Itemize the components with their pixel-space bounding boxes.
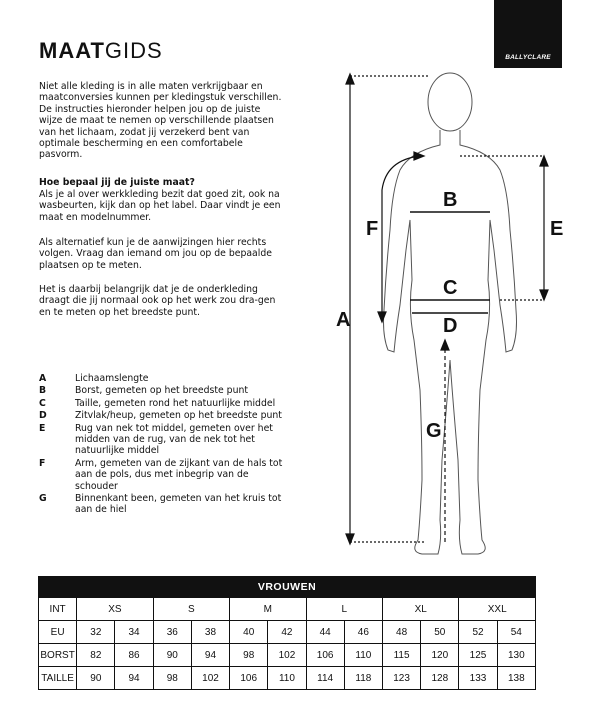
row-label-taille: TAILLE bbox=[39, 667, 77, 690]
legend-text: Lichaamslengte bbox=[75, 373, 149, 384]
table-cell: 38 bbox=[191, 621, 229, 644]
table-cell: 118 bbox=[344, 667, 382, 690]
table-cell: 48 bbox=[382, 621, 420, 644]
size-xl: XL bbox=[382, 598, 458, 621]
measure-g-line bbox=[441, 340, 449, 542]
legend-item bbox=[39, 410, 289, 421]
table-cell: 120 bbox=[421, 644, 459, 667]
table-cell: 86 bbox=[115, 644, 153, 667]
measure-a-line bbox=[346, 74, 430, 544]
table-cell: 98 bbox=[153, 667, 191, 690]
legend-text: Rug van nek tot middel, gemeten over het midden van de rug, van de nek tot het natuurlijke middel bbox=[75, 422, 273, 457]
label-a: A bbox=[336, 309, 351, 331]
table-cell: 34 bbox=[115, 621, 153, 644]
table-cell: 90 bbox=[77, 667, 115, 690]
table-cell: 44 bbox=[306, 621, 344, 644]
legend-text: Borst, gemeten op het breedste punt bbox=[75, 385, 249, 397]
legend-key: G bbox=[39, 493, 47, 505]
label-f: F bbox=[366, 218, 379, 240]
table-cell: 110 bbox=[344, 644, 382, 667]
table-cell: 102 bbox=[191, 667, 229, 690]
table-cell: 133 bbox=[459, 667, 497, 690]
table-cell: 50 bbox=[421, 621, 459, 644]
table-cell: 32 bbox=[77, 621, 115, 644]
howto-heading-text: Hoe bepaal jij de juiste maat? bbox=[39, 177, 195, 188]
table-row bbox=[39, 598, 536, 621]
table-cell: 90 bbox=[153, 644, 191, 667]
table-cell: 106 bbox=[306, 644, 344, 667]
legend-text: Zitvlak/heup, gemeten op het breedste punt bbox=[75, 410, 282, 422]
howto-p3: Het is daarbij belangrijk dat je de onderkleding draagt die jij normaal ook op het werk zou dra-gen en te meten op het breedste punt. bbox=[39, 284, 276, 318]
label-d: D bbox=[443, 315, 458, 337]
size-s: S bbox=[153, 598, 229, 621]
label-g: G bbox=[426, 420, 442, 442]
table-cell: 106 bbox=[230, 667, 268, 690]
row-label-int: INT bbox=[39, 598, 77, 621]
table-cell: 54 bbox=[497, 621, 535, 644]
table-cell: 128 bbox=[421, 667, 459, 690]
size-l: L bbox=[306, 598, 382, 621]
table-cell: 138 bbox=[497, 667, 535, 690]
size-xxl: XXL bbox=[459, 598, 536, 621]
table-cell: 115 bbox=[382, 644, 420, 667]
legend-item bbox=[39, 493, 289, 516]
table-cell: 102 bbox=[268, 644, 306, 667]
size-table bbox=[38, 576, 536, 690]
legend-item bbox=[39, 423, 289, 457]
legend-key: E bbox=[39, 422, 46, 434]
howto-p1: Als je al over werkkleding bezit dat goed zit, ook na wasbeurten, kijk dan op het label. Daar vindt je een maat en modelnummer. bbox=[39, 189, 281, 223]
label-b: B bbox=[443, 189, 458, 211]
title-light: GIDS bbox=[104, 38, 163, 63]
row-label-eu: EU bbox=[39, 621, 77, 644]
table-cell: 52 bbox=[459, 621, 497, 644]
legend-text: Taille, gemeten rond het natuurlijke middel bbox=[75, 397, 276, 409]
legend-key: C bbox=[39, 397, 46, 409]
legend-text: Arm, gemeten van de zijkant van de hals tot aan de pols, dus met inbegrip van de schouder bbox=[75, 457, 283, 492]
table-cell: 94 bbox=[191, 644, 229, 667]
brand-logo bbox=[494, 0, 562, 68]
legend-key: F bbox=[39, 457, 46, 469]
table-title: VROUWEN bbox=[39, 577, 536, 598]
label-c: C bbox=[443, 277, 458, 299]
table-cell: 130 bbox=[497, 644, 535, 667]
table-cell: 98 bbox=[230, 644, 268, 667]
brand-name: BALLYCLARE bbox=[505, 54, 551, 61]
howto-p2: Als alternatief kun je de aanwijzingen hier rechts volgen. Vraag dan iemand om jou op de bepaalde plaatsen op te meten. bbox=[39, 237, 272, 271]
table-row bbox=[39, 621, 536, 644]
table-cell: 125 bbox=[459, 644, 497, 667]
legend-item bbox=[39, 458, 289, 492]
label-e: E bbox=[550, 218, 564, 240]
table-row bbox=[39, 667, 536, 690]
table-cell: 123 bbox=[382, 667, 420, 690]
title-bold: MAAT bbox=[39, 38, 105, 63]
legend-key: A bbox=[39, 373, 47, 384]
legend-key: B bbox=[39, 385, 47, 397]
row-label-borst: BORST bbox=[39, 644, 77, 667]
legend-text: Binnenkant been, gemeten van het kruis tot aan de hiel bbox=[75, 493, 282, 516]
table-cell: 110 bbox=[268, 667, 306, 690]
intro-text: Niet alle kleding is in alle maten verkrijgbaar en maatconversies kunnen per kledingstuk verschillen. De instructies hieronder helpen jou op de juiste wijze de maat te nemen op verschillende plaatsen van het lichaam, zodat jij verzekerd bent van optimale bescherming en een comfortabele pasvorm. bbox=[39, 81, 282, 161]
howto-heading bbox=[39, 177, 284, 188]
table-cell: 36 bbox=[153, 621, 191, 644]
measure-e-line bbox=[460, 156, 548, 300]
legend-item bbox=[39, 373, 289, 384]
legend-item bbox=[39, 398, 289, 409]
size-xs: XS bbox=[77, 598, 153, 621]
table-cell: 94 bbox=[115, 667, 153, 690]
legend-key: D bbox=[39, 410, 47, 422]
table-cell: 46 bbox=[344, 621, 382, 644]
table-cell: 40 bbox=[230, 621, 268, 644]
body-measurement-figure bbox=[310, 60, 580, 565]
table-row bbox=[39, 644, 536, 667]
table-cell: 42 bbox=[268, 621, 306, 644]
measurement-legend bbox=[39, 373, 289, 517]
size-m: M bbox=[230, 598, 306, 621]
legend-item bbox=[39, 385, 289, 396]
table-cell: 82 bbox=[77, 644, 115, 667]
table-cell: 114 bbox=[306, 667, 344, 690]
page-title bbox=[39, 38, 163, 64]
